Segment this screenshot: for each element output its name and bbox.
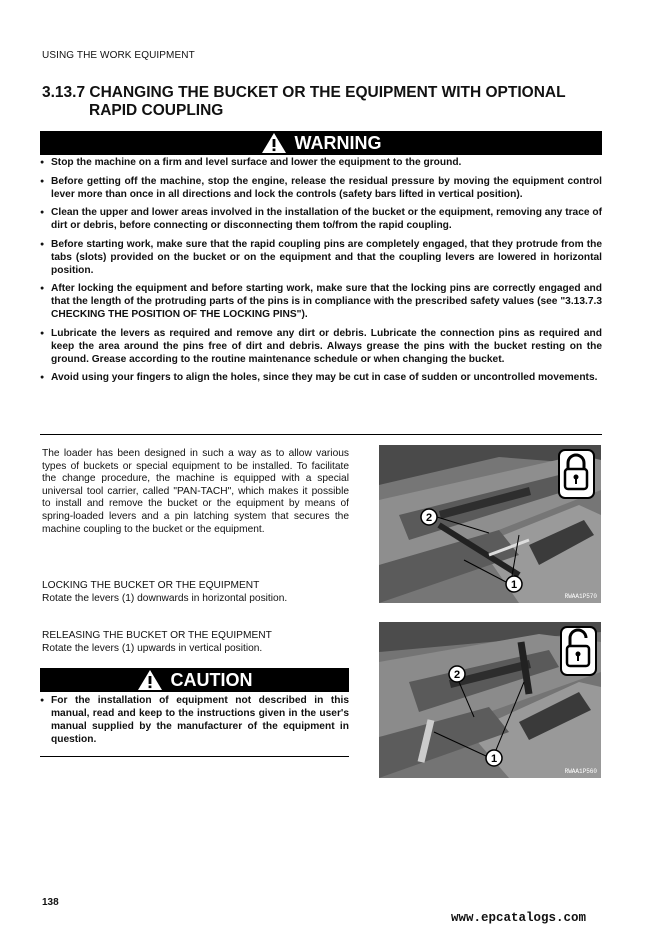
- locking-text: Rotate the levers (1) downwards in horizontal position.: [42, 593, 288, 604]
- intro-paragraph: The loader has been designed in such a way as to allow various types of buckets or special equipment to be installed. To facilitate the change procedure, the machine is equipped with a special universal tool carrier, called "PAN-TACH", which makes it possible to install and remove the bucket or the equipment by means of spring-loaded levers and a pin latching system that secures the machine coupling to the bucket or the equipment.: [42, 448, 349, 535]
- section-title-line-1: 3.13.7 CHANGING THE BUCKET OR THE EQUIPMENT WITH OPTIONAL: [42, 84, 566, 101]
- footer-url[interactable]: www.epcatalogs.com: [451, 911, 587, 925]
- section-title-line-2: RAPID COUPLING: [89, 102, 224, 119]
- warning-divider: [40, 434, 602, 435]
- warning-list: [40, 157, 602, 391]
- caution-list: [40, 695, 349, 747]
- figure-locking-illustration: [379, 445, 601, 603]
- warning-item: ● Stop the machine on a firm and level surface and lower the equipment to the ground.: [40, 157, 602, 170]
- caution-divider: [40, 756, 349, 757]
- figure-locking-photo: [379, 445, 601, 603]
- releasing-text: Rotate the levers (1) upwards in vertical position.: [42, 643, 263, 654]
- figure-releasing-photo: [379, 622, 601, 778]
- figure-code: RWAA1P560: [564, 768, 597, 775]
- callout-1: 1: [510, 579, 518, 591]
- caution-banner: [40, 668, 349, 692]
- running-head: USING THE WORK EQUIPMENT: [42, 50, 195, 61]
- warning-banner: [40, 131, 602, 155]
- figure-code: RWAA1P570: [564, 593, 597, 600]
- warning-item: ● Before getting off the machine, stop the engine, release the residual pressure by moving the equipment control lever more than once in all directions and lock the controls (safety bars lifted in vertical position).: [40, 176, 602, 202]
- caution-label: CAUTION: [170, 669, 253, 690]
- section-title: [42, 84, 602, 120]
- warning-label: WARNING: [294, 132, 382, 153]
- caution-triangle-icon: [137, 669, 163, 691]
- warning-triangle-icon: [261, 132, 287, 154]
- warning-item: ● Lubricate the levers as required and remove any dirt or debris. Lubricate the connection pins as required and keep the area around the pins free of dirt and debris. Always grease the pins with the bucket resting on the ground. Grease according to the routine maintenance schedule or when changing the bucket.: [40, 328, 602, 367]
- releasing-heading: RELEASING THE BUCKET OR THE EQUIPMENT: [42, 630, 272, 641]
- page-number: 138: [42, 897, 59, 908]
- warning-item: ● After locking the equipment and before starting work, make sure that the locking pins are correctly engaged and that the length of the protruding parts of the pins is in compliance with the prescribed safety values (see "3.13.7.3 CHECKING THE POSITION OF THE LOCKING PINS").: [40, 283, 602, 322]
- figure-releasing-illustration: [379, 622, 601, 778]
- caution-item: ● For the installation of equipment not described in this manual, read and keep to the instructions given in the user's manual supplied by the manufacturer of the equipment in question.: [40, 695, 349, 747]
- callout-1: 1: [490, 753, 498, 765]
- locking-heading: LOCKING THE BUCKET OR THE EQUIPMENT: [42, 580, 260, 591]
- warning-item: ● Clean the upper and lower areas involved in the installation of the bucket or the equipment, removing any trace of dirt or debris, before connecting or disconnecting them to/from the rapid coupling.: [40, 207, 602, 233]
- callout-2: 2: [453, 669, 461, 681]
- callout-2: 2: [425, 512, 433, 524]
- warning-item: ● Before starting work, make sure that the rapid coupling pins are completely engaged, that they protrude from the tabs (slots) provided on the bucket or on the equipment and that the coupling levers are lowered in horizontal position.: [40, 239, 602, 278]
- warning-item: ● Avoid using your fingers to align the holes, since they may be cut in case of sudden or uncontrolled movements.: [40, 372, 602, 385]
